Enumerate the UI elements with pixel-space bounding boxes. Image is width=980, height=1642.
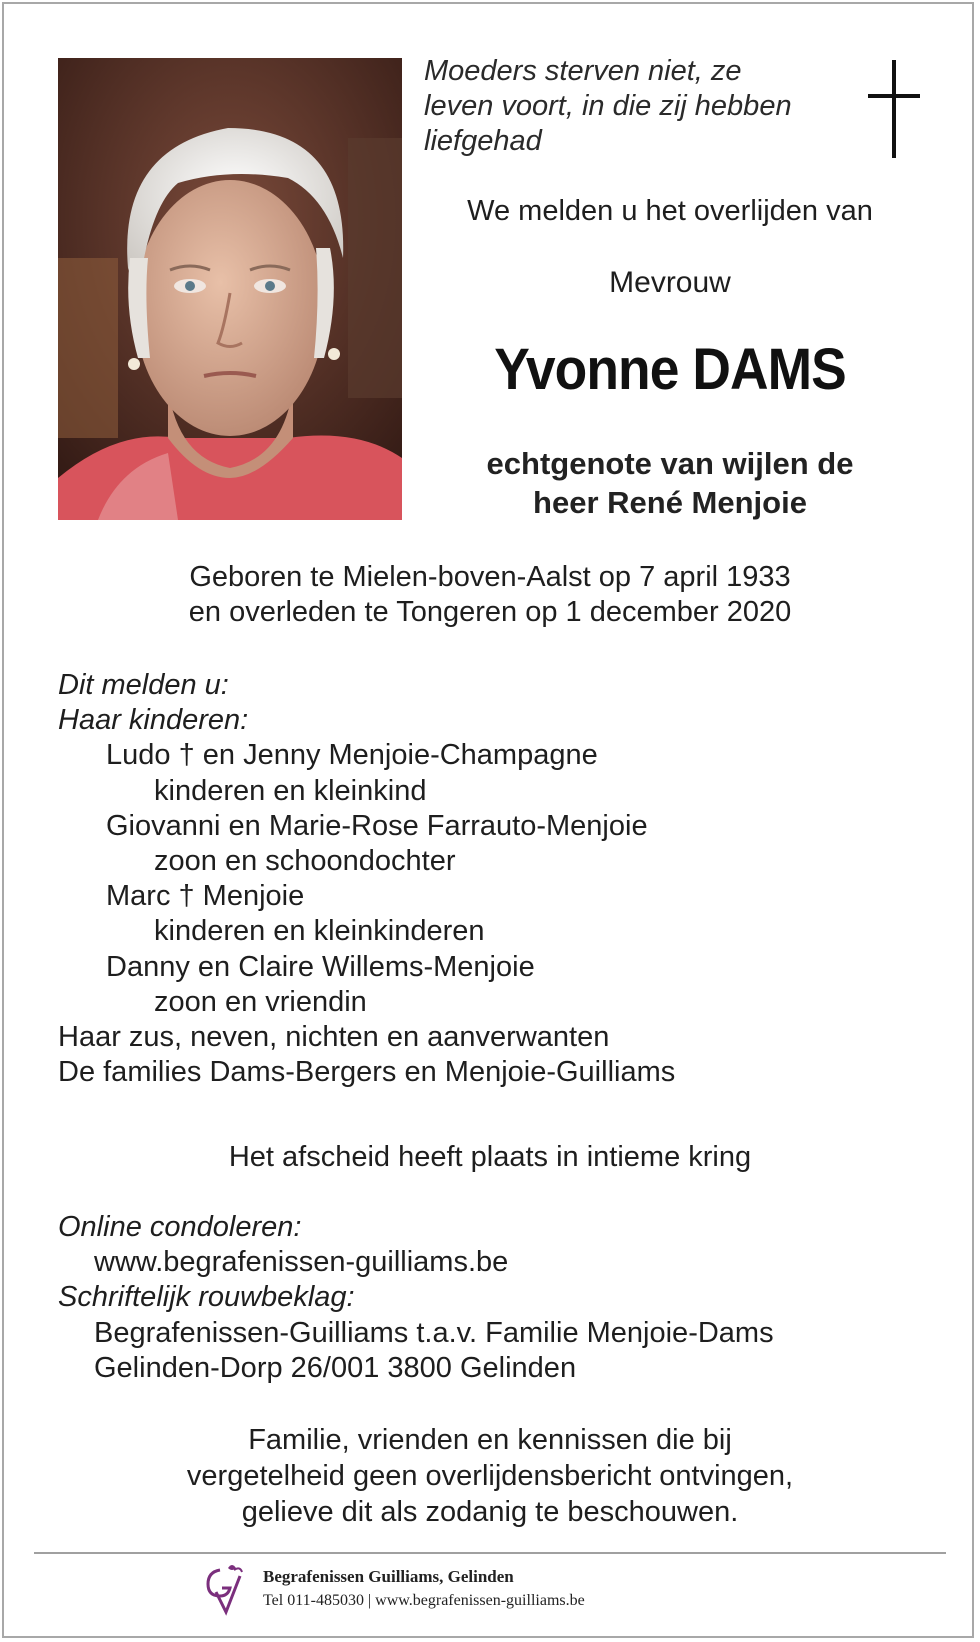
child-sub: zoon en schoondochter (154, 845, 456, 878)
condolence-info (58, 1210, 774, 1386)
family-intro: Dit melden u: (58, 669, 229, 701)
child-name: Ludo † en Jenny Menjoie-Champagne (106, 739, 598, 772)
announcement: We melden u het overlijden van (467, 195, 873, 227)
funeral-home-name: Begrafenissen Guilliams, Gelinden (263, 1567, 514, 1586)
child-name: Marc † Menjoie (106, 880, 305, 913)
child-sub: kinderen en kleinkinderen (154, 915, 485, 948)
child-name: Danny en Claire Willems-Menjoie (106, 950, 535, 983)
honorific: Mevrouw (609, 266, 731, 299)
other-relatives: Haar zus, neven, nichten en aanverwanten (58, 1021, 610, 1054)
memorial-quote: Moeders sterven niet, ze leven voort, in die zij hebben liefgehad (424, 55, 792, 157)
gv-monogram-logo-icon (202, 1562, 246, 1616)
postal-address: Begrafenissen-Guilliams t.a.v. Familie Menjoie-Dams (94, 1316, 774, 1349)
birth-death-info: Geboren te Mielen-boven-Aalst op 7 april 1933 en overleden te Tongeren op 1 december 2020 (188, 561, 792, 628)
funeral-home-contact: Tel 011-485030 | www.begrafenissen-guilliams.be (263, 1592, 585, 1609)
footer-divider (34, 1552, 946, 1554)
child-name: Giovanni en Marie-Rose Farrauto-Menjoie (106, 809, 648, 842)
funeral-home-footer (263, 1565, 585, 1613)
online-heading: Online condoleren: (58, 1211, 302, 1243)
written-heading: Schriftelijk rouwbeklag: (58, 1281, 355, 1314)
child-sub: zoon en vriendin (154, 985, 367, 1018)
spouse-line: echtgenote van wijlen de heer René Menjoie (486, 446, 854, 520)
child-sub: kinderen en kleinkind (154, 774, 427, 807)
cross-icon (864, 60, 924, 162)
condolence-link[interactable]: www.begrafenissen-guilliams.be (94, 1246, 509, 1279)
farewell-notice: Het afscheid heeft plaats in intieme kring (228, 1141, 752, 1173)
other-relatives: De families Dams-Bergers en Menjoie-Guilliams (58, 1056, 676, 1089)
postal-address: Gelinden-Dorp 26/001 3800 Gelinden (94, 1351, 577, 1384)
closing-note: Familie, vrienden en kennissen die bij vergetelheid geen overlijdensbericht ontvingen, gelieve dit als zodanig te beschouwen. (186, 1424, 794, 1528)
portrait-photo (58, 58, 402, 520)
children-heading: Haar kinderen: (58, 704, 249, 737)
family-list (58, 668, 675, 1090)
deceased-name: Yvonne DAMS (494, 337, 846, 402)
